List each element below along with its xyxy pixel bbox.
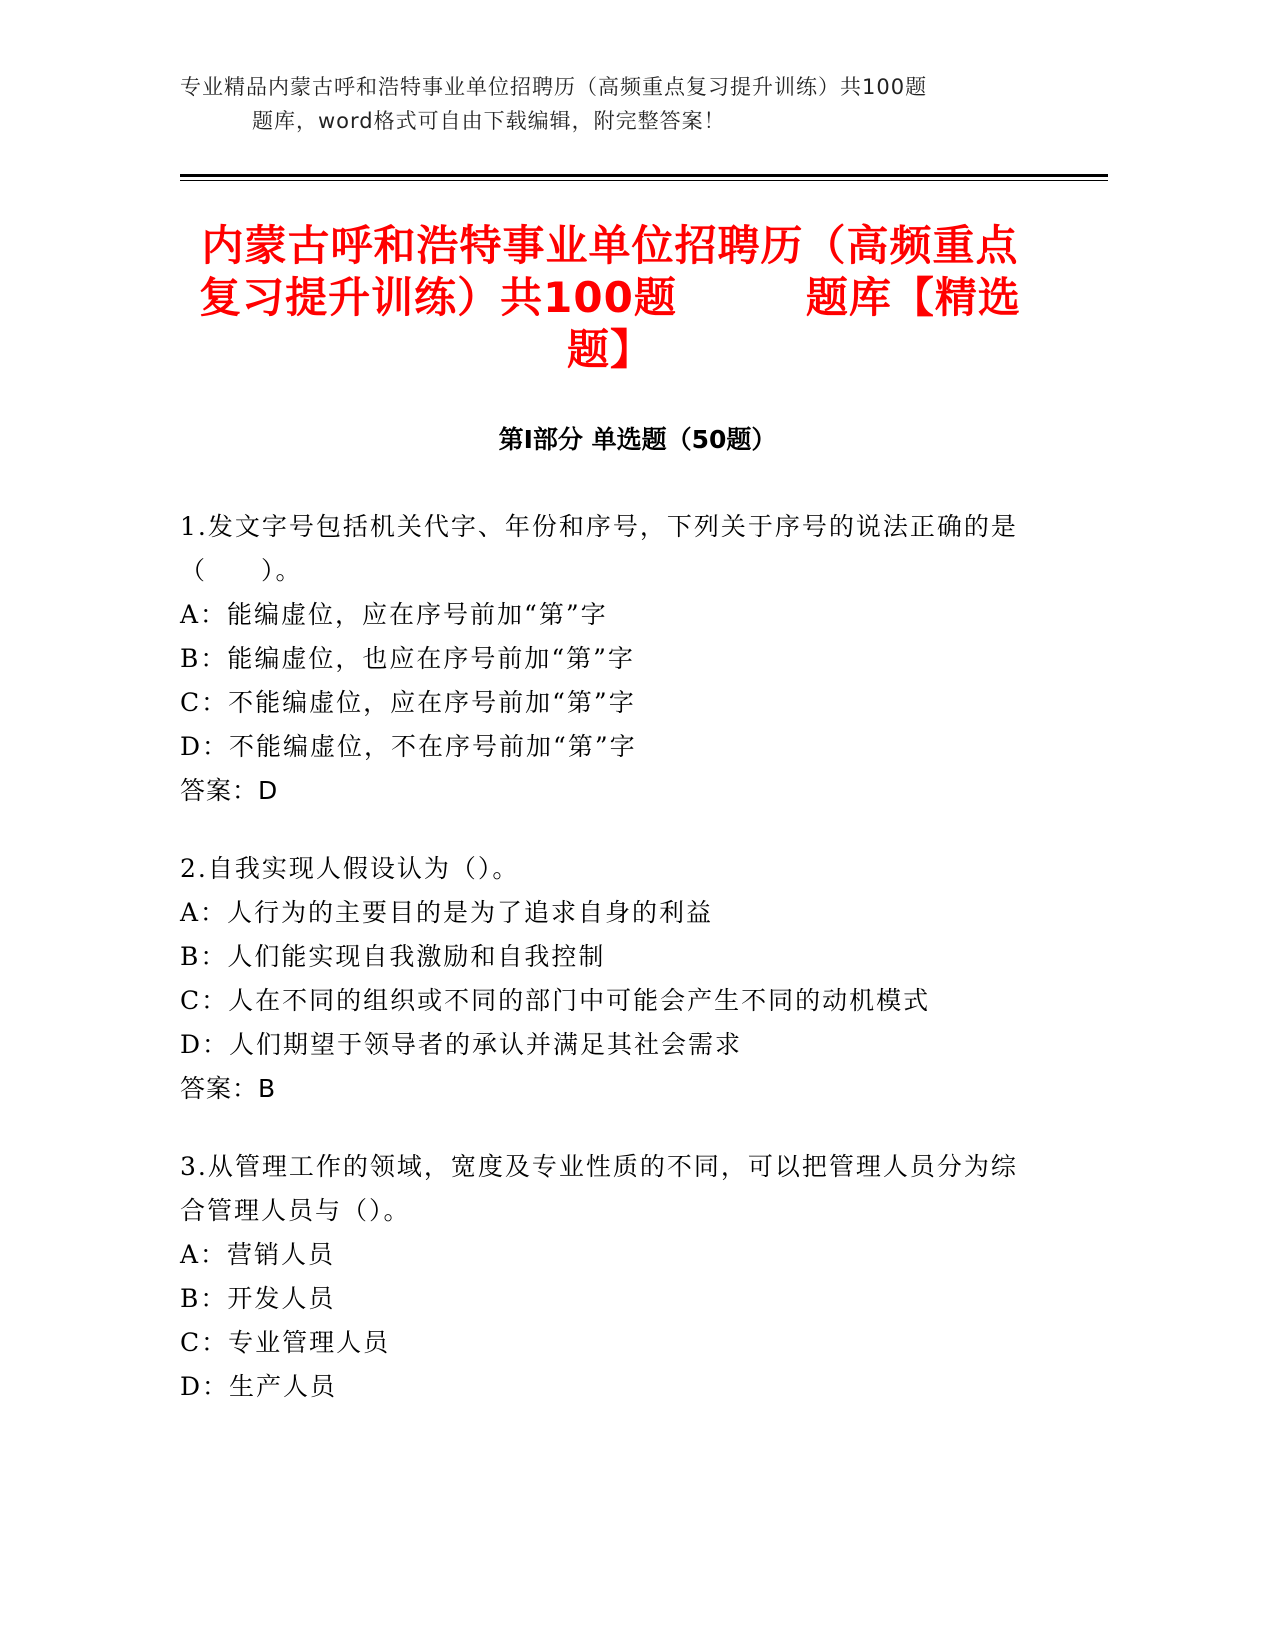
option-b: B：人们能实现自我激励和自我控制: [180, 942, 606, 971]
option-d: D：生产人员: [180, 1372, 338, 1401]
option-b: B：能编虚位，也应在序号前加“第”字: [180, 644, 635, 673]
header-line-1: 专业精品内蒙古呼和浩特事业单位招聘历（高频重点复习提升训练）共100题: [180, 75, 928, 99]
document-title: 内蒙古呼和浩特事业单位招聘历（高频重点复习提升训练）共100题 题库【精选题】: [199, 221, 1021, 374]
answer: 答案：D: [180, 776, 279, 805]
option-c: C：专业管理人员: [180, 1328, 391, 1357]
header-rule-thin: [180, 180, 1108, 181]
option-c: C：人在不同的组织或不同的部门中可能会产生不同的动机模式: [180, 986, 931, 1015]
question-stem: 3.从管理工作的领域，宽度及专业性质的不同，可以把管理人员分为综合管理人员与（）。: [180, 1152, 1018, 1225]
question-2: [180, 847, 1040, 1111]
option-a: A：人行为的主要目的是为了追求自身的利益: [180, 898, 714, 927]
question-stem: 2.自我实现人假设认为（）。: [180, 854, 520, 883]
option-b: B：开发人员: [180, 1284, 336, 1313]
question-stem: 1.发文字号包括机关代字、年份和序号，下列关于序号的说法正确的是（ ）。: [180, 512, 1018, 585]
question-1: [180, 505, 1040, 813]
header-line-2: 题库，word格式可自由下载编辑，附完整答案！: [252, 109, 726, 133]
option-c: C：不能编虚位，应在序号前加“第”字: [180, 688, 636, 717]
question-3: [180, 1145, 1040, 1409]
option-d: D：人们期望于领导者的承认并满足其社会需求: [180, 1030, 743, 1059]
page-header: [180, 70, 1020, 138]
question-list: [180, 505, 1040, 1443]
option-a: A：营销人员: [180, 1240, 336, 1269]
answer: 答案：B: [180, 1074, 277, 1103]
option-d: D：不能编虚位，不在序号前加“第”字: [180, 732, 637, 761]
option-a: A：能编虚位，应在序号前加“第”字: [180, 600, 608, 629]
section-title: 第I部分 单选题（50题）: [498, 425, 777, 454]
header-rule-thick: [180, 174, 1108, 177]
